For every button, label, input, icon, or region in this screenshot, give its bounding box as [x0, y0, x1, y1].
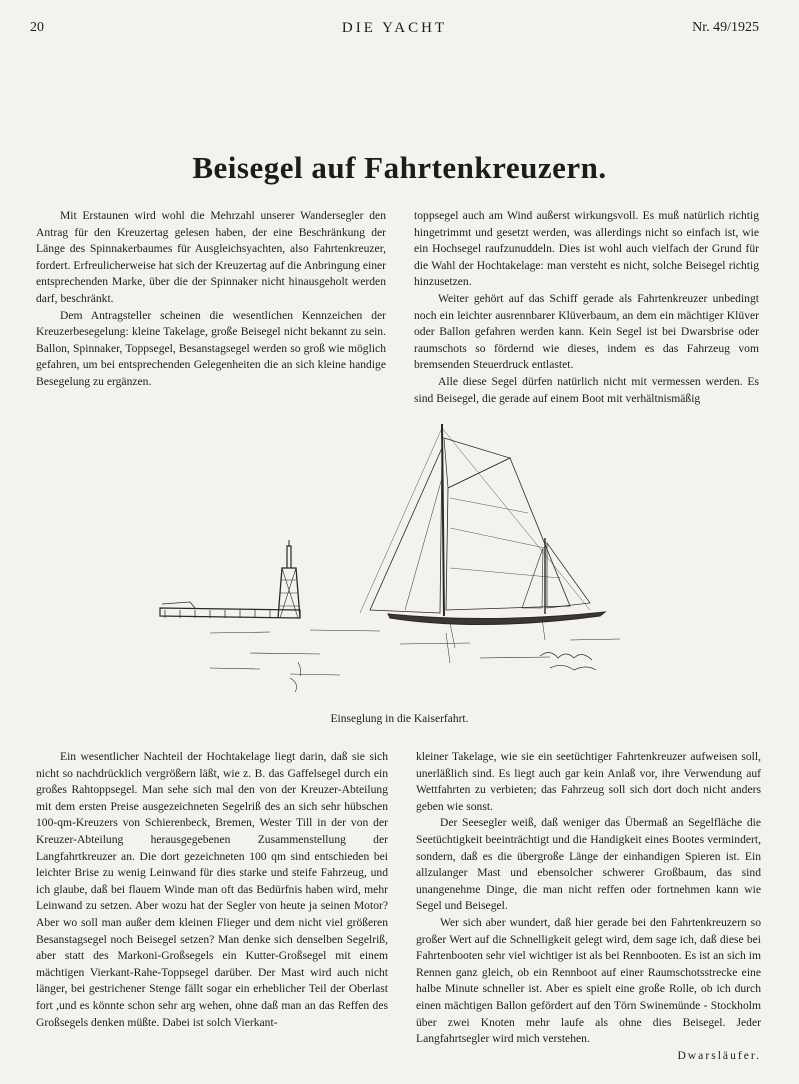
issue-number: Nr. 49/1925 [692, 20, 759, 35]
figure-caption: Einseglung in die Kaiserfahrt. [330, 713, 469, 725]
paragraph: Ein wesentlicher Nachteil der Hochtakelage liegt darin, daß sie sich nicht so nachdrücklich vergrößern läßt, wie z. B. das Gaffelsegel durch ein großes Rahtoppsegel. Man sehe sich mal den von der Kreuzer-Abteilung mit dem ersten Preise ausgezeichneten Segelriß des an sich sehr hübschen 100-qm-Kreuzers von Schierenbeck, Bremen, Wester Till in der von der Kreuzer-Abteilung herausgegebenen Zusammenstellung der Langfahrtkreuzer an. Die dort gezeichneten 100 qm sind entschieden bei leichter Brise zu wenig Leinwand für dies starke und steife Fahrzeug, und ich glaube, daß bei flauem Winde man oft das Bedürfnis haben wird, mehr Leinwand zu setzen. Aber wozu hat der Segler von heute ja seinen Motor? Aber wo soll man außer dem kleinen Flieger und dem nicht viel größeren Besanstagsegel noch Beisegel setzen? Man denke sich denselben Segelriß, aber statt des Markoni-Großsegels ein Kutter-Großsegel mit einem mächtigen Vierkant-Rahe-Toppsegel darüber. Der Mast wird auch nicht länger, bei gestrichener Stenge fällt sogar ein erheblicher Teil der Oberlast fort ,und es könnte schon sehr arg wehen, ohne daß man an das Reffen des Großsegels denken müßte. Dabei ist solch Vierkant- [36, 750, 388, 1029]
journal-name: DIE YACHT [341, 20, 448, 36]
article-title: Beisegel auf Fahrtenkreuzern. [192, 150, 607, 185]
paragraph: Mit Erstaunen wird wohl die Mehrzahl unserer Wandersegler den Antrag für den Kreuzertag gelesen haben, der eine Beschränkung der Länge des Spinnakerbaumes für Ausgleichsyachten, also Fahrtenkreuzer, fordert. Erfreulicherweise hat sich der Kreuzertag auf die Anbringung einer entsprechenden Marke, über die der Spinnaker nicht hinausgeholt werden darf, beschränkt. [36, 209, 386, 305]
paragraph: Weiter gehört auf das Schiff gerade als Fahrtenkreuzer unbedingt noch ein leichter ausrennbarer Klüverbaum, an dem ein mächtiger Klüver oder Ballon gefahren werden kann. Kein Segel ist bei Dwarsbrise oder raumschots so fördernd wie dieses, indem es das Fahrzeug vom bremsenden Steuerdruck entlastet. [414, 291, 759, 372]
paragraph: Alle diese Segel dürfen natürlich nicht mit vermessen werden. Es sind Beisegel, die gerade auf einem Boot mit verhältnismäßig [414, 374, 759, 405]
paragraph: Wer sich aber wundert, daß hier gerade bei den Fahrtenkreuzern so großer Wert auf die Schnelligkeit gelegt wird, dem sage ich, daß diese bei Fahrtenbooten sehr viel wichtiger ist als bei Rennbooten. Es ist an sich im Rennen ganz gleich, ob ein Rennboot auf einer Raumschotsstrecke eine halbe Minute schneller ist. Aber es spielt eine große Rolle, ob ich durch einen mächtigen Ballon gefördert auf den Törn Swinemünde - Stockholm über zwei Knoten mehr laufe als ohne dies Beisegel. Jeder Langfahrtsegler wird mich verstehen. [416, 915, 761, 1046]
page-number: 20 [30, 20, 44, 35]
column-2 [414, 208, 759, 407]
column-4 [416, 749, 761, 1064]
column-3 [36, 749, 388, 1031]
paragraph: Dem Antragsteller scheinen die wesentlichen Kennzeichen der Kreuzerbesegelung: kleine Takelage, große Beisegel nicht bekannt zu sein. Ballon, Spinnaker, Toppsegel, Besanstagsegel werden so groß wie möglich gefahren, um bei entsprechenden Gelegenheiten die an sich kleine handige Besegelung zu ergänzen. [36, 308, 386, 388]
sailboat-sketch-image [150, 418, 650, 708]
paragraph: kleiner Takelage, wie sie ein seetüchtiger Fahrtenkreuzer aufweisen soll, unerläßlich sind. Es liegt auch gar kein Anlaß vor, ihre Verwendung auf Wettfahrten zu verbieten; das Fahrzeug soll sich dort doch nicht anders geben wie sonst. [416, 750, 761, 813]
author-name: Dwarsläufer. [677, 1048, 761, 1062]
paragraph: toppsegel auch am Wind außerst wirkungsvoll. Es muß natürlich richtig hingetrimmt und gesetzt werden, was allerdings nicht so einfach ist, wie ein Hochsegel raufzunuddeln. Dies ist wohl auch vielfach der Grund für die Wahl der Hochtakelage: man versteht es nicht, solche Beisegel richtig hinzusetzen. [414, 209, 759, 289]
paragraph: Der Seesegler weiß, daß weniger das Übermaß an Segelfläche die Seetüchtigkeit beeinträchtigt und die Handigkeit eines Bootes vermindert, sondern, daß es die übergroße Länge der einhandigen Spieren ist. Ein allzulanger Mast und ebensolcher schwerer Großbaum, das sind unangenehme Dinge, die man nicht reffen oder fortnehmen kann wie Segel und Beisegel. [416, 816, 761, 913]
page-header [30, 20, 759, 40]
yacht-illustration [150, 418, 650, 708]
column-1 [36, 208, 386, 391]
